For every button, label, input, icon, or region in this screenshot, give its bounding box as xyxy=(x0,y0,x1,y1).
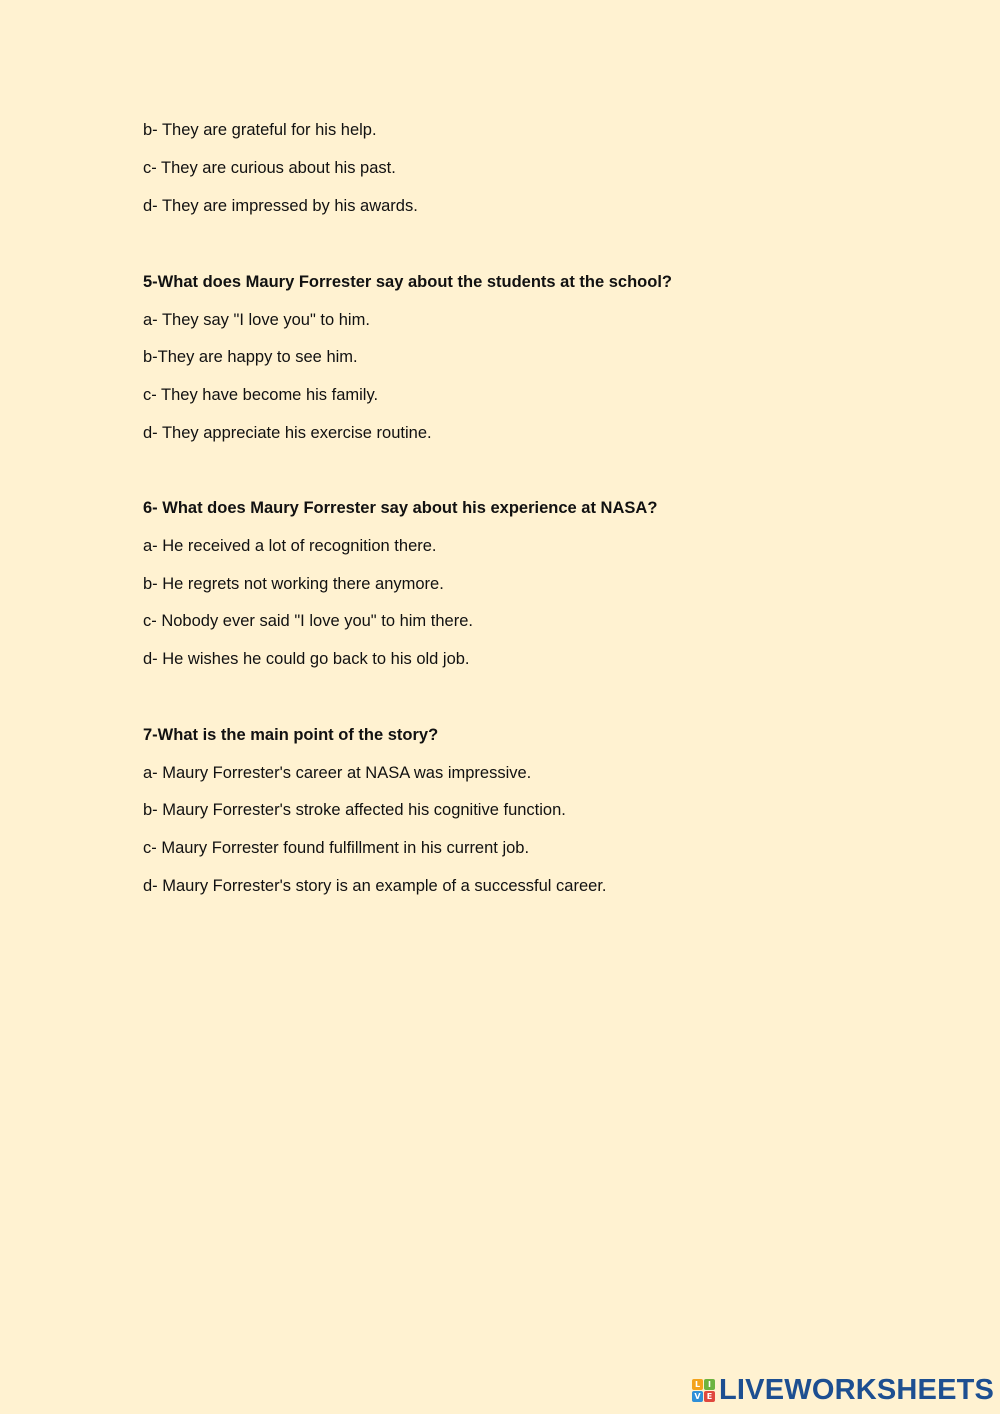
q5-option-d: d- They appreciate his exercise routine. xyxy=(143,424,432,442)
q6-option-a: a- He received a lot of recognition there. xyxy=(143,537,437,555)
logo-letter-i: I xyxy=(704,1379,715,1390)
q7-option-a: a- Maury Forrester's career at NASA was impressive. xyxy=(143,764,532,782)
liveworksheets-logo xyxy=(692,1374,994,1406)
q5-question: 5-What does Maury Forrester say about the students at the school? xyxy=(143,273,673,291)
q7-option-d: d- Maury Forrester's story is an example of a successful career. xyxy=(143,877,607,895)
q7-option-b: b- Maury Forrester's stroke affected his cognitive function. xyxy=(143,801,566,819)
brand-name: LIVEWORKSHEETS xyxy=(719,1373,995,1406)
live-logo-icon xyxy=(692,1379,715,1402)
q4-option-b: b- They are grateful for his help. xyxy=(143,121,377,139)
q4-option-d: d- They are impressed by his awards. xyxy=(143,197,418,215)
q7-question: 7-What is the main point of the story? xyxy=(143,726,439,744)
q5-option-b: b-They are happy to see him. xyxy=(143,348,358,366)
logo-letter-v: V xyxy=(692,1391,703,1402)
q6-option-c: c- Nobody ever said "I love you" to him there. xyxy=(143,612,473,630)
q6-option-d: d- He wishes he could go back to his old job. xyxy=(143,650,470,668)
q6-option-b: b- He regrets not working there anymore. xyxy=(143,575,444,593)
q7-option-c: c- Maury Forrester found fulfillment in his current job. xyxy=(143,839,530,857)
q5-option-a: a- They say "I love you" to him. xyxy=(143,311,370,329)
q5-option-c: c- They have become his family. xyxy=(143,386,379,404)
q4-option-c: c- They are curious about his past. xyxy=(143,159,396,177)
q6-question: 6- What does Maury Forrester say about his experience at NASA? xyxy=(143,499,658,517)
logo-letter-e: E xyxy=(704,1391,715,1402)
logo-letter-l: L xyxy=(692,1379,703,1390)
